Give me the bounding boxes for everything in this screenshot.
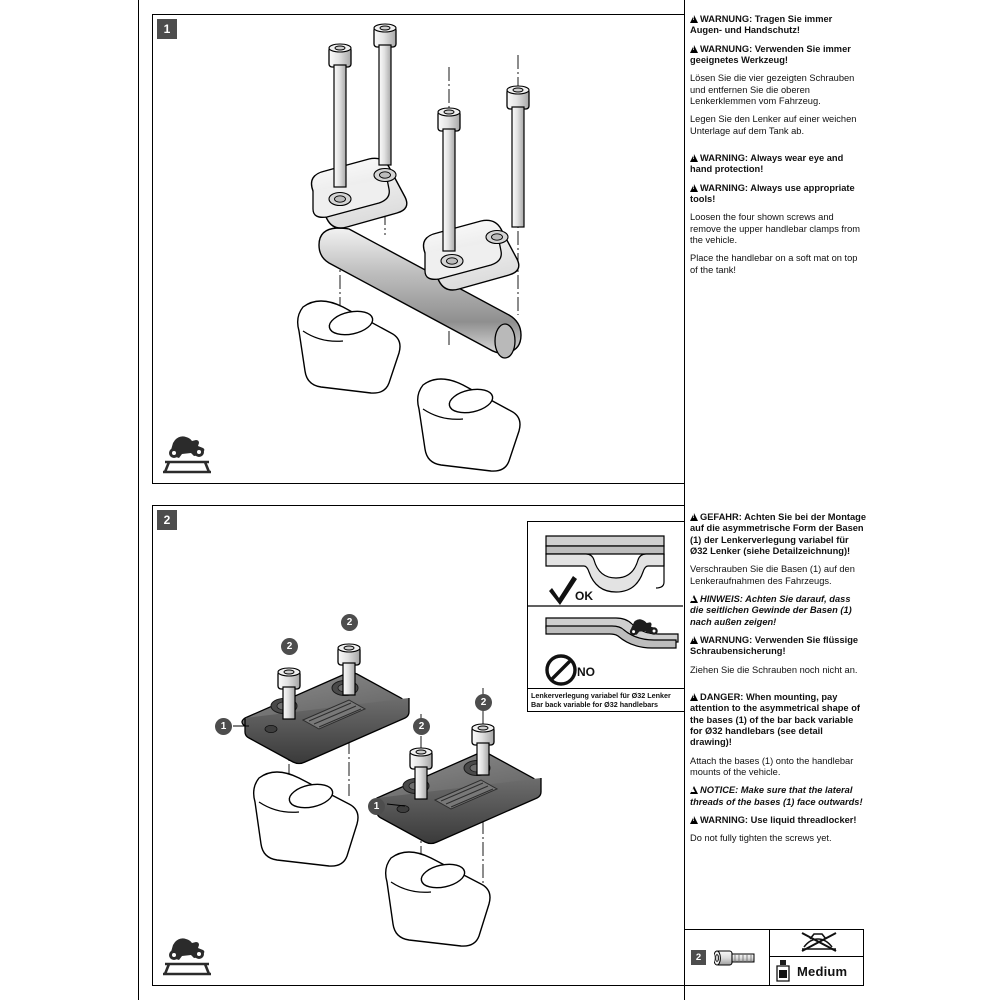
- step-1-illustration: [153, 15, 684, 482]
- notice-triangle-icon: [690, 786, 698, 794]
- callout-part-2-d: 2: [475, 694, 492, 711]
- callout-part-1-right: 1: [368, 798, 385, 815]
- callout-part-2-c: 2: [413, 718, 430, 735]
- step1-body-en-1: Loosen the four shown screws and remove the upper handlebar clamps from the vehicle.: [690, 212, 861, 245]
- notice-triangle-icon: [690, 595, 698, 603]
- step2-warning-en: !WARNING: Use liquid threadlocker!: [690, 815, 866, 826]
- step1-warning-en-1: !WARNING: Always wear eye and hand protection!: [690, 153, 866, 176]
- step-2-text-column: [690, 512, 866, 852]
- threadlocker-bottle-icon: [775, 959, 791, 983]
- warning-triangle-icon: [690, 636, 698, 644]
- legend-no-grease-cell: [769, 929, 864, 957]
- parts-legend: [684, 929, 864, 986]
- motorcycle-on-lift-icon: [161, 935, 213, 977]
- screw-icon: [714, 945, 760, 971]
- detail-caption: [528, 688, 684, 711]
- step2-danger-en: !DANGER: When mounting, pay attention to the asymmetrical shape of the bases (1) of the bar back variable for Ø32 handlebars (see detail drawing)!: [690, 692, 866, 749]
- legend-item-number: 2: [691, 950, 706, 965]
- warning-triangle-icon: [690, 513, 698, 521]
- base-block-left: [242, 673, 409, 764]
- step1-body-de-1: Lösen Sie die vier gezeigten Schrauben und entfernen Sie die oberen Lenkerklemmen vom Fahrzeug.: [690, 73, 855, 106]
- step1-warning-de-1: !WARNUNG: Tragen Sie immer Augen- und Handschutz!: [690, 14, 866, 37]
- threadlocker-strength-label: Medium: [797, 963, 848, 979]
- warning-triangle-icon: [690, 184, 698, 192]
- warning-triangle-icon: [690, 15, 698, 23]
- step1-body-en-2: Place the handlebar on a soft mat on top of the tank!: [690, 253, 858, 275]
- base-block-right: [374, 753, 541, 844]
- check-icon: [549, 576, 577, 605]
- warning-triangle-icon: [690, 45, 698, 53]
- step-1-text-column: [690, 14, 866, 283]
- callout-part-2-a: 2: [281, 638, 298, 655]
- legend-screw-cell: [684, 929, 770, 986]
- prohibition-icon: [547, 656, 575, 684]
- upper-clamp-right: [424, 220, 519, 290]
- motorcycle-on-lift-icon: [161, 433, 213, 475]
- step2-notice-de: HINWEIS: Achten Sie darauf, dass die seitlichen Gewinde der Basen (1) nach außen zeigen!: [690, 593, 852, 627]
- detail-drawing: [528, 522, 683, 689]
- detail-caption-en: Bar back variable for Ø32 handlebars: [531, 700, 659, 709]
- left-margin-rule: [138, 0, 139, 1000]
- ok-label: OK: [575, 589, 593, 603]
- step2-warning-de: !WARNUNG: Verwenden Sie flüssige Schraubensicherung!: [690, 635, 866, 658]
- warning-triangle-icon: [690, 154, 698, 162]
- step1-body-de-2: Legen Sie den Lenker auf einer weichen Unterlage auf dem Tank ab.: [690, 114, 857, 136]
- no-grease-icon: [770, 930, 862, 955]
- step-1-panel: [152, 14, 685, 484]
- step-1-number: 1: [157, 19, 177, 39]
- step2-notice-en: NOTICE: Make sure that the lateral threads of the bases (1) face outwards!: [690, 785, 863, 807]
- callout-part-1-left: 1: [215, 718, 232, 735]
- upper-clamp-left: [312, 158, 407, 228]
- step2-body-de-2: Ziehen Sie die Schrauben noch nicht an.: [690, 664, 858, 675]
- callout-part-2-b: 2: [341, 614, 358, 631]
- step2-danger-de: !GEFAHR: Achten Sie bei der Montage auf die asymmetrische Form der Basen (1) der Lenkerverlegung variabel für Ø32 Lenker (siehe Detailzeichnung)!: [690, 512, 866, 557]
- detail-no-graphic: [546, 618, 678, 648]
- warning-triangle-icon: [690, 693, 698, 701]
- detail-ok-graphic: [546, 536, 664, 592]
- step1-warning-en-2: !WARNING: Always use appropriate tools!: [690, 183, 866, 206]
- step2-body-en-1: Attach the bases (1) onto the handlebar mounts of the vehicle.: [690, 755, 854, 777]
- warning-triangle-icon: [690, 816, 698, 824]
- step2-body-en-2: Do not fully tighten the screws yet.: [690, 833, 832, 844]
- legend-threadlocker-cell: [769, 956, 864, 986]
- detail-drawing-box: [527, 521, 685, 712]
- step1-warning-de-2: !WARNUNG: Verwenden Sie immer geeignetes Werkzeug!: [690, 44, 866, 67]
- step-2-number: 2: [157, 510, 177, 530]
- step2-body-de-1: Verschrauben Sie die Basen (1) auf den Lenkeraufnahmen des Fahrzeugs.: [690, 564, 855, 586]
- no-label: NO: [577, 665, 595, 679]
- detail-caption-de: Lenkerverlegung variabel für Ø32 Lenker: [531, 691, 671, 700]
